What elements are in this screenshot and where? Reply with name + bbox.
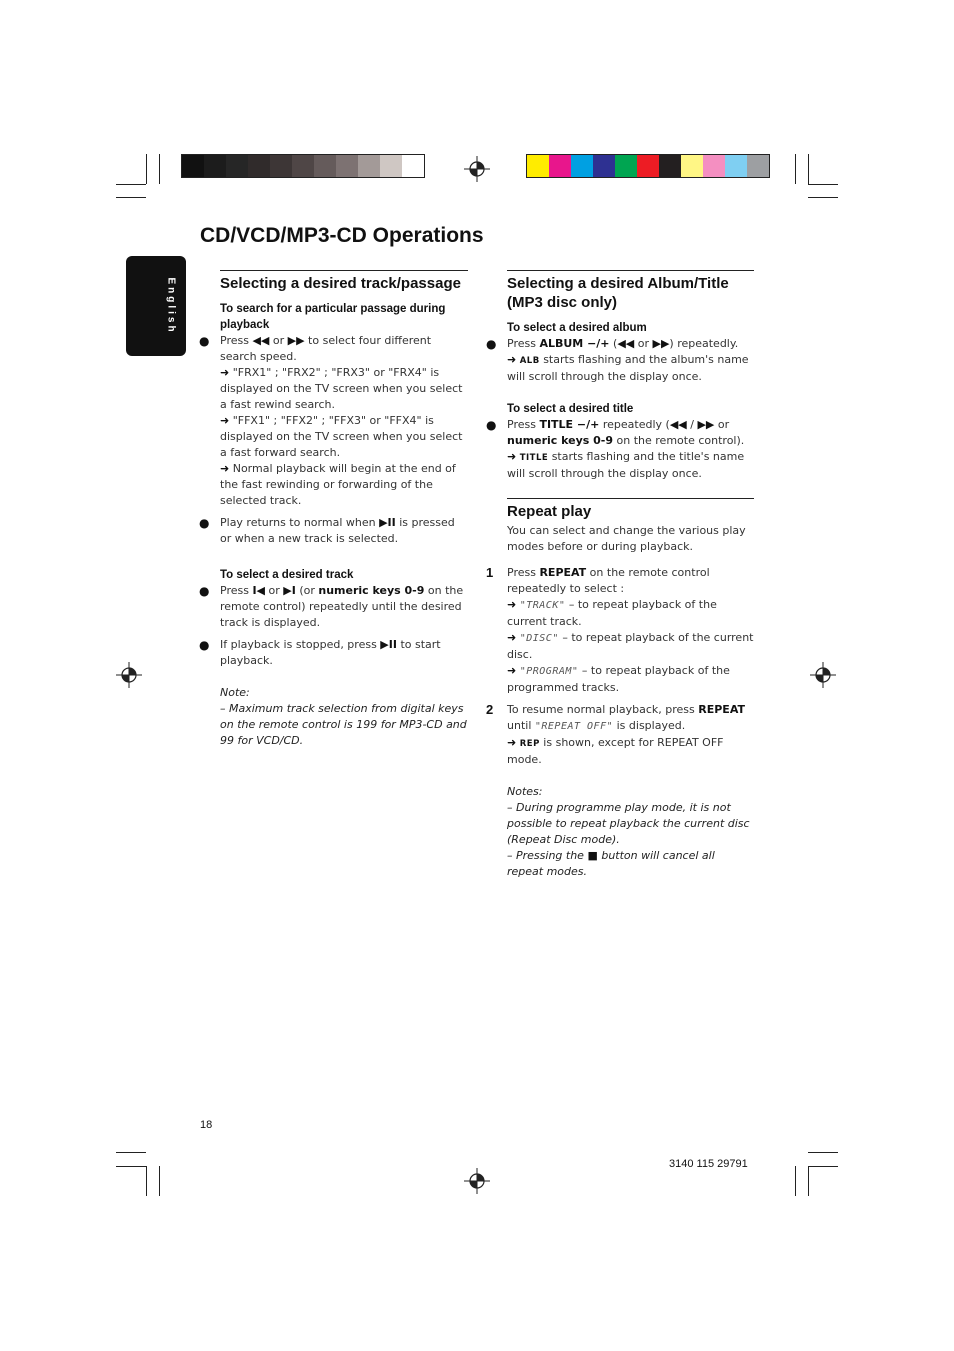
color-swatch — [314, 155, 336, 177]
color-calibration-bar — [526, 154, 770, 178]
color-swatch — [637, 155, 659, 177]
color-swatch — [226, 155, 248, 177]
play-pause-icon: ▶II — [379, 516, 396, 529]
color-swatch — [681, 155, 703, 177]
color-swatch — [593, 155, 615, 177]
bullet-icon: ● — [199, 516, 210, 530]
section-rule — [507, 270, 754, 271]
arrow-icon: ➜ — [507, 664, 517, 677]
crop-mark — [795, 1166, 796, 1196]
rewind-icon: ◀◀ — [617, 337, 635, 350]
section-heading: Selecting a desired track/passage — [220, 275, 461, 292]
step-number: 1 — [486, 565, 494, 580]
note-text: – During programme play mode, it is not possible to repeat playback the current disc (Repeat Disc mode). — [507, 801, 750, 846]
rewind-icon: ◀◀ — [669, 418, 687, 431]
fast-forward-icon: ▶▶ — [287, 334, 305, 347]
arrow-icon: ➜ — [507, 353, 517, 366]
list-item: ● Press ◀◀ or ▶▶ to select four different search speed. — [199, 334, 432, 363]
step-number: 2 — [486, 702, 494, 717]
crop-mark — [808, 154, 809, 184]
page-title: CD/VCD/MP3-CD Operations — [200, 224, 484, 247]
color-swatch — [182, 155, 204, 177]
left-column — [199, 270, 468, 749]
color-swatch — [248, 155, 270, 177]
language-tab — [126, 256, 186, 356]
subheading: To select a desired album — [507, 322, 647, 334]
result-line: ➜ Normal playback will begin at the end of the fast rewinding or forwarding of the selected track. — [220, 462, 456, 507]
subheading: To search for a particular passage during playback — [220, 303, 446, 331]
color-swatch — [725, 155, 747, 177]
arrow-icon: ➜ — [220, 462, 230, 475]
step-item: 2 To resume normal playback, press REPEAT until "REPEAT OFF" is displayed. ➜ REP is shown, except for REPEAT OFF mode. — [486, 702, 745, 766]
crop-mark — [159, 1166, 160, 1196]
crop-mark — [808, 197, 838, 198]
fast-forward-icon: ▶▶ — [652, 337, 670, 350]
list-item: ● Press ALBUM −/+ (◀◀ or ▶▶) repeatedly. — [486, 337, 739, 351]
stop-icon: ■ — [587, 849, 598, 862]
crop-mark — [146, 154, 147, 184]
arrow-icon: ➜ — [220, 366, 230, 379]
crop-mark — [808, 1166, 838, 1167]
crop-mark — [116, 1166, 146, 1167]
crop-mark — [808, 184, 838, 185]
color-swatch — [571, 155, 593, 177]
color-swatch — [527, 155, 549, 177]
color-swatch — [380, 155, 402, 177]
crop-mark — [116, 184, 146, 185]
note-label: Note: — [220, 686, 250, 699]
registration-mark-icon — [464, 1168, 490, 1194]
bullet-icon: ● — [199, 334, 210, 348]
intro-text: You can select and change the various play modes before or during playback. — [507, 524, 746, 553]
color-swatch — [703, 155, 725, 177]
grayscale-calibration-bar — [181, 154, 425, 178]
bullet-icon: ● — [486, 418, 497, 432]
list-item: ● Press TITLE −/+ repeatedly (◀◀ / ▶▶ or numeric keys 0-9 on the remote control). — [486, 418, 745, 447]
play-pause-icon: ▶II — [380, 638, 397, 651]
color-swatch — [270, 155, 292, 177]
result-line: ➜ "FFX1" ; "FFX2" ; "FFX3" or "FFX4" is displayed on the TV screen when you select a fast forward search. — [220, 414, 463, 459]
color-swatch — [747, 155, 769, 177]
result-line: ➜ "FRX1" ; "FRX2" ; "FRX3" or "FRX4" is displayed on the TV screen when you select a fast rewind search. — [220, 366, 463, 411]
color-swatch — [659, 155, 681, 177]
registration-mark-icon — [810, 662, 836, 688]
registration-mark-icon — [116, 662, 142, 688]
result-line: ➜ TITLE starts flashing and the title's name will scroll through the display once. — [507, 450, 745, 480]
section-rule — [220, 270, 468, 271]
section-rule — [507, 498, 754, 499]
subheading: To select a desired title — [507, 403, 634, 415]
notes-label: Notes: — [507, 785, 543, 798]
bullet-icon: ● — [199, 584, 210, 598]
crop-mark — [808, 1152, 838, 1153]
arrow-icon: ➜ — [507, 598, 517, 611]
fast-forward-icon: ▶▶ — [697, 418, 715, 431]
section-heading: Selecting a desired Album/Title (MP3 disc only) — [507, 275, 729, 311]
document-code: 3140 115 29791 — [669, 1158, 748, 1170]
rewind-icon: ◀◀ — [252, 334, 270, 347]
crop-mark — [146, 1166, 147, 1196]
arrow-icon: ➜ — [507, 450, 517, 463]
note-text: – Pressing the ■ button will cancel all repeat modes. — [507, 849, 715, 878]
page-number: 18 — [200, 1119, 213, 1131]
note-text: – Maximum track selection from digital keys on the remote control is 199 for MP3-CD and 99 for VCD/CD. — [220, 702, 467, 747]
list-item: ● Play returns to normal when ▶II is pressed or when a new track is selected. — [199, 516, 455, 545]
arrow-icon: ➜ — [507, 736, 517, 749]
color-swatch — [292, 155, 314, 177]
color-swatch — [336, 155, 358, 177]
color-swatch — [204, 155, 226, 177]
step-item: 1 Press REPEAT on the remote control repeatedly to select : ➜ "TRACK" – to repeat playback of the current track. ➜ "DISC" – to repeat playback of the current disc. ➜ "PROGRAM" – to repeat playback of the programmed tracks. — [486, 565, 754, 694]
crop-mark — [116, 1152, 146, 1153]
color-swatch — [615, 155, 637, 177]
arrow-icon: ➜ — [507, 631, 517, 644]
list-item: ● If playback is stopped, press ▶II to start playback. — [199, 638, 441, 667]
color-swatch — [402, 155, 424, 177]
bullet-icon: ● — [199, 638, 210, 652]
crop-mark — [116, 197, 146, 198]
section-heading: Repeat play — [507, 503, 592, 520]
list-item: ● Press I◀ or ▶I (or numeric keys 0-9 on the remote control) repeatedly until the desired track is displayed. — [199, 584, 464, 629]
subheading: To select a desired track — [220, 569, 354, 581]
result-line: ➜ ALB starts flashing and the album's name will scroll through the display once. — [507, 353, 749, 383]
registration-mark-icon — [464, 156, 490, 182]
crop-mark — [795, 154, 796, 184]
color-swatch — [358, 155, 380, 177]
next-icon: ▶I — [283, 584, 296, 597]
crop-mark — [159, 154, 160, 184]
language-tab-label: English — [165, 277, 177, 335]
crop-mark — [808, 1166, 809, 1196]
bullet-icon: ● — [486, 337, 497, 351]
right-column — [486, 270, 754, 880]
arrow-icon: ➜ — [220, 414, 230, 427]
color-swatch — [549, 155, 571, 177]
previous-icon: I◀ — [252, 584, 266, 597]
